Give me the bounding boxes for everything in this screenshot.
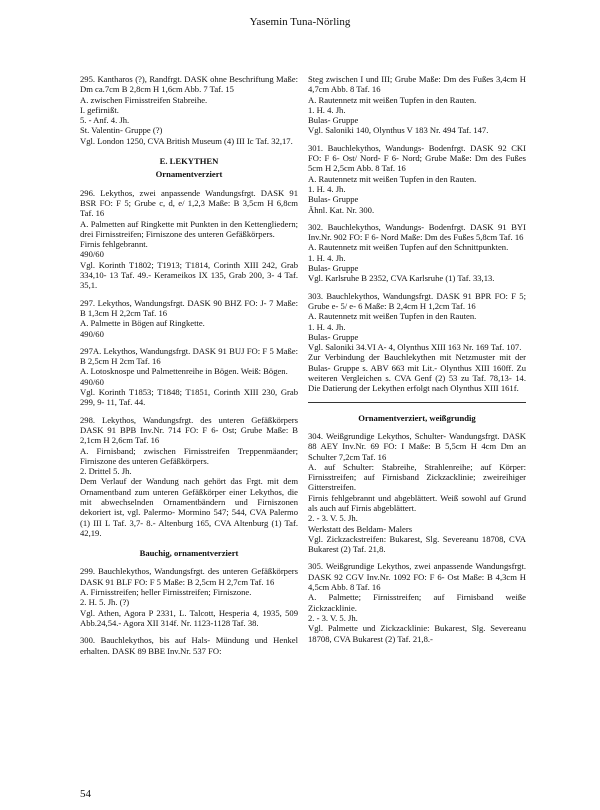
entry-line: A. auf Schulter: Stabreihe, Strahlenreihe; auf Körper: Firnisstreifen; auf Firnisband Zickzacklinie; zweireihiger Gitterstreifen. bbox=[308, 461, 526, 493]
catalog-entry bbox=[80, 415, 298, 539]
entry-line: 2. H. 5. Jh. (?) bbox=[80, 597, 130, 608]
entry-heading: 305. Weißgrundige Lekythos, zwei anpassende Wandungsfrgt. DASK 92 CGV Inv.Nr. 1092 FO: F 6- Ost Maße: B 4,3cm H 4,5cm Abb. 8 Taf. 16 bbox=[308, 561, 526, 593]
entry-heading: 303. Bauchlekythos, Wandungsfrgt. DASK 91 BPR FO: F 5; Grube e- 5/ e- 6 Maße: B 2,4cm H 1,2cm Taf. 16 bbox=[308, 290, 526, 311]
entry-heading: Steg zwischen I und III; Grube Maße: Dm des Fußes 3,4cm H 4,7cm Abb. 8 Taf. 16 bbox=[308, 74, 526, 95]
catalog-entry bbox=[308, 74, 526, 136]
entry-line: 2. - 3. V. 5. Jh. bbox=[308, 612, 358, 623]
entry-line: Vgl. Korinth T1853; T1848; T1851, Corinth XIII 230, Grab 299, 9- 11, Taf. 44. bbox=[80, 387, 298, 408]
entry-line: A. Rautennetz mit weißen Tupfen in den Rauten. bbox=[308, 311, 477, 322]
catalog-entry bbox=[80, 566, 298, 628]
entry-line: Vgl. Athen, Agora P 2331, L. Talcott, Hesperia 4, 1935, 509 Abb.24,54.- Agora XII 314f. Nr. 1123-1128 Taf. 38. bbox=[80, 607, 298, 628]
entry-line: Vgl. Zickzackstreifen: Bukarest, Slg. Severeanu 18708, CVA Bukarest (2) Taf. 21,8. bbox=[308, 533, 526, 555]
entry-heading: 298. Lekythos, Wandungsfrgt. des unteren Gefäßkörpers DASK 91 BPB Inv.Nr. 714 FO: F 6- Ost; Grube Maße: B 2,1cm H 2,6cm Taf. 16 bbox=[80, 414, 298, 446]
entry-line: Bulas- Gruppe bbox=[308, 331, 359, 342]
section-heading bbox=[80, 548, 298, 558]
section-heading-line: Bauchig, ornamentverziert bbox=[139, 548, 239, 559]
entry-line: 490/60 bbox=[80, 376, 104, 387]
entry-line: Vgl. Palmette und Zickzacklinie: Bukarest, Slg. Severeanu 18708, CVA Bukarest (2) Taf. 21,8.- bbox=[308, 623, 526, 644]
entry-line: A. Lotosknospe und Palmettenreihe in Bögen. Weiß: Bögen. bbox=[80, 366, 288, 377]
catalog-entry bbox=[80, 74, 298, 146]
entry-line: 1. H. 4. Jh. bbox=[308, 104, 346, 115]
entry-line: Vgl. Karlsruhe B 2352, CVA Karlsruhe (1) Taf. 33,13. bbox=[308, 273, 495, 284]
catalog-entry bbox=[80, 346, 298, 408]
entry-heading: 295. Kantharos (?), Randfrgt. DASK ohne Beschriftung Maße: Dm ca.7cm B 2,8cm H 1,6cm Abb. 7 Taf. 15 bbox=[80, 74, 298, 95]
section-heading-line: Ornamentverziert, weißgrundig bbox=[358, 412, 476, 423]
entry-line: St. Valentin- Gruppe (?) bbox=[80, 125, 163, 136]
entry-line: A. Palmette in Bögen auf Ringkette. bbox=[80, 318, 205, 329]
entry-line: 5. - Anf. 4. Jh. bbox=[80, 115, 130, 126]
entry-line: Dem Verlauf der Wandung nach gehört das Frgt. mit dem Ornamentband zum unteren Gefäßkörper einer Lekythos, die mit abwechselnden Ornamentbändern und Firniszonen dekoriert ist, vgl. Palermo- Mormino 547; 544, CVA Palermo (1) III L Taf. 3,7- 8.- Altenburg 165, CVA Altenburg (1) Taf. 42,19. bbox=[80, 476, 298, 538]
entry-line: Firnis fehlgebrannt. bbox=[80, 239, 148, 250]
section-heading-line: E. LEKYTHEN bbox=[159, 156, 219, 167]
entry-line: A. Firnisband; zwischen Firnisstreifen Treppenmäander; Firniszone des unteren Gefäßkörpers. bbox=[80, 445, 298, 466]
entry-line: Zur Verbindung der Bauchlekythen mit Netzmuster mit der Bulas- Gruppe s. ABV 663 mit Lit.- Olynthus XIII 160ff. Zu weiteren Vergleichen s. CVA Genf (2) 53 zu Taf. 78,13- 14. Die Datierung der Lekythen erfolgt nach Olynthus XIII 161f. bbox=[308, 352, 526, 394]
entry-line: Vgl. London 1250, CVA British Museum (4) III Ic Taf. 32,17. bbox=[80, 135, 293, 146]
entry-line: Vgl. Saloniki 34.VI A- 4, Olynthus XIII 163 Nr. 169 Taf. 107. bbox=[308, 342, 522, 353]
right-column bbox=[308, 74, 526, 651]
entry-line: 490/60 bbox=[80, 328, 104, 339]
section-heading-line: Ornamentverziert bbox=[155, 169, 223, 180]
entry-heading: 297. Lekythos, Wandungsfrgt. DASK 90 BHZ FO: J- 7 Maße: B 1,3cm H 2,2cm Taf. 16 bbox=[80, 297, 298, 318]
entry-heading: 299. Bauchlekythos, Wandungsfrgt. des unteren Gefäßkörpers DASK 91 BLF FO: F 5 Maße: B 2,5cm H 2,7cm Taf. 16 bbox=[80, 566, 298, 587]
catalog-entry bbox=[308, 222, 526, 284]
entry-heading: 300. Bauchlekythos, bis auf Hals- Mündung und Henkel erhalten. DASK 89 BBE Inv.Nr. 537 FO: bbox=[80, 635, 298, 656]
entry-line: 490/60 bbox=[80, 249, 104, 260]
catalog-entry bbox=[80, 298, 298, 339]
page-number: 54 bbox=[80, 788, 91, 800]
entry-heading: 304. Weißgrundige Lekythos, Schulter- Wandungsfrgt. DASK 88 AEY Inv.Nr. 69 FO: I Maße: B 5,5cm H 4cm Dm an Schulter 7,2cm Taf. 16 bbox=[308, 430, 526, 462]
entry-line: A. Rautennetz mit weißen Tupfen in den Rauten. bbox=[308, 94, 477, 105]
entry-line: 1. H. 4. Jh. bbox=[308, 183, 346, 194]
catalog-entry bbox=[308, 561, 526, 643]
entry-line: Vgl. Korinth T1802; T1913; T1814, Corinth XIII 242, Grab 334,10- 13 Taf. 49.- Kerameikos IX 135, Grab 200, 3- 4 Taf. 35,1. bbox=[80, 259, 298, 291]
section-divider bbox=[308, 402, 526, 403]
catalog-entry bbox=[308, 291, 526, 394]
entry-line: A. Rautennetz mit weißen Tupfen in den Rauten. bbox=[308, 173, 477, 184]
entry-line: Ähnl. Kat. Nr. 300. bbox=[308, 204, 375, 215]
entry-line: 1. H. 4. Jh. bbox=[308, 321, 346, 332]
catalog-entry bbox=[308, 143, 526, 215]
entry-line: Vgl. Saloniki 140, Olynthus V 183 Nr. 494 Taf. 147. bbox=[308, 125, 489, 136]
entry-line: Werkstatt des Beldam- Malers bbox=[308, 523, 413, 534]
entry-line: A. zwischen Firnisstreifen Stabreihe. bbox=[80, 94, 208, 105]
entry-line: A. Palmette; Firnisstreifen; auf Firnisband weiße Zickzacklinie. bbox=[308, 592, 526, 613]
entry-line: A. Rautennetz mit weißen Tupfen auf den Schnittpunkten. bbox=[308, 242, 509, 253]
entry-line: A. Palmetten auf Ringkette mit Punkten in den Kettengliedern; drei Firnisstreifen; Firniszone des unteren Gefäßkörpers. bbox=[80, 218, 298, 239]
entry-heading: 301. Bauchlekythos, Wandungs- Bodenfrgt. DASK 92 CKI FO: F 6- Ost/ Nord- F 6- Nord; Grube Maße: Dm des Fußes 5cm H 2,5cm Abb. 8 Taf. 16 bbox=[308, 142, 526, 174]
entry-line: Bulas- Gruppe bbox=[308, 115, 359, 126]
catalog-entry bbox=[80, 188, 298, 291]
entry-line: Firnis fehlgebrannt und abgeblättert. Weiß sowohl auf Grund als auch auf Firnis abgeblättert. bbox=[308, 492, 526, 513]
section-heading bbox=[80, 156, 298, 180]
entry-line: Bulas- Gruppe bbox=[308, 263, 359, 274]
entry-line: 1. H. 4. Jh. bbox=[308, 252, 346, 263]
entry-heading: 302. Bauchlekythos, Wandungs- Bodenfrgt. DASK 91 BYI Inv.Nr. 902 FO: F 6- Nord Maße: Dm des Fußes 5,8cm Taf. 16 bbox=[308, 221, 526, 243]
entry-line: Bulas- Gruppe bbox=[308, 194, 359, 205]
entry-line: A. Firnisstreifen; heller Firnisstreifen; Firniszone. bbox=[80, 587, 252, 598]
section-heading bbox=[308, 413, 526, 423]
entry-heading: 296. Lekythos, zwei anpassende Wandungsfrgt. DASK 91 BSR FO: F 5; Grube c, d, e/ 1,2,3 Maße: B 3,5cm H 6,8cm Taf. 16 bbox=[80, 187, 298, 219]
catalog-entry bbox=[308, 431, 526, 555]
running-head: Yasemin Tuna-Nörling bbox=[249, 16, 351, 28]
left-column bbox=[80, 74, 298, 663]
entry-heading: 297A. Lekythos, Wandungsfrgt. DASK 91 BUJ FO: F 5 Maße: B 2,5cm H 2cm Taf. 16 bbox=[80, 345, 298, 367]
entry-line: I. gefirnißt. bbox=[80, 104, 119, 115]
entry-line: 2. Drittel 5. Jh. bbox=[80, 466, 132, 477]
catalog-entry bbox=[80, 635, 298, 656]
entry-line: 2. - 3. V. 5. Jh. bbox=[308, 513, 358, 524]
